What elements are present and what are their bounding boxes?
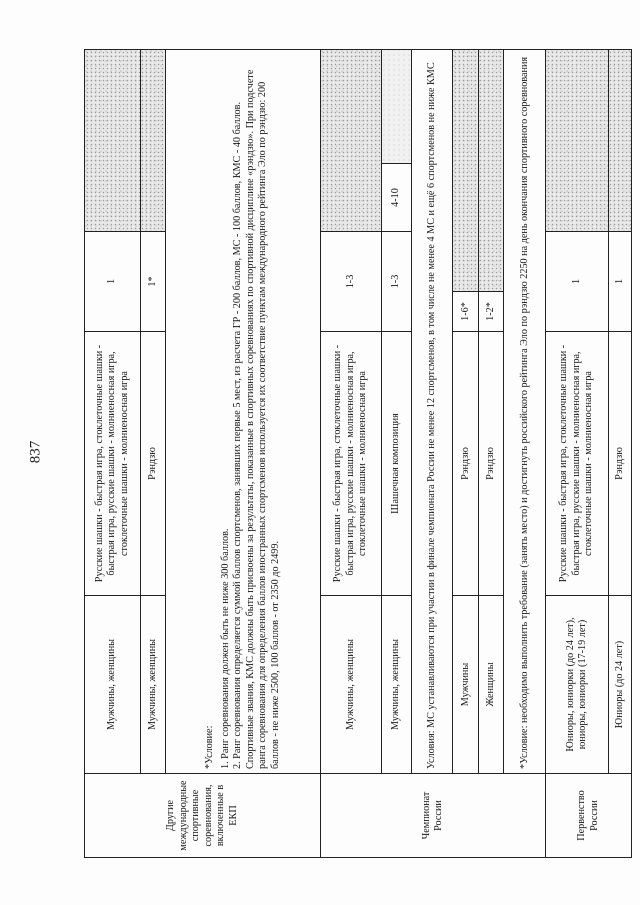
place-cell: 1	[546, 231, 609, 331]
blank-cell	[478, 49, 503, 291]
discipline-cell: Русские шашки - быстрая игра, стоклеточные шашки - быстрая игра, русские шашки - молниеносная игра, стоклеточные шашки - молниеносная игра	[321, 332, 381, 596]
place-cell: 1-3	[381, 231, 411, 331]
place-cell: 1	[608, 231, 631, 331]
group-cell: Мужчины, женщины	[85, 596, 141, 774]
event-cell: Первенство России	[546, 774, 632, 858]
place-cell-secondary: 4-10	[381, 163, 411, 231]
discipline-cell: Шашечная композиция	[381, 332, 411, 596]
discipline-cell: Рэндзю	[453, 332, 478, 596]
discipline-cell: Рэндзю	[140, 332, 165, 596]
group-cell: Мужчины, женщины	[140, 596, 165, 774]
table-row	[546, 49, 609, 857]
blank-cell	[381, 49, 411, 163]
place-cell: 1	[85, 231, 141, 331]
table-row	[85, 49, 141, 857]
blank-cell	[453, 49, 478, 291]
group-cell: Женщины	[478, 596, 503, 774]
discipline-cell: Русские шашки - быстрая игра, стоклеточные шашки - быстрая игра, русские шашки - молниеносная игра, стоклеточные шашки - молниеносная игра	[546, 332, 609, 596]
discipline-cell: Рэндзю	[478, 332, 503, 596]
table-row	[140, 49, 165, 857]
table-row	[321, 49, 381, 857]
page-number: 837	[27, 440, 44, 464]
discipline-cell: Рэндзю	[608, 332, 631, 596]
rotated-table-container	[84, 50, 632, 858]
blank-cell	[321, 49, 381, 231]
table-row	[504, 49, 546, 857]
condition-item: 2. Ранг соревнования определяется суммой баллов спортсменов, занявших первые 5 мест, из расчета ГР - 200 баллов, МС - 100 баллов, КМС - 40 баллов. Спортивные звания, КМС должны быть присвоены за результаты, показанные в спортивных соревнованиях по спортивной дисциплине «рэндзю». При подсчете ранга соревнования для определения баллов иностранных спортсменов используется их соответствие пунктам международного рейтинга Эло по рэндзю: 200 баллов - не ниже 2500, 100 баллов - от 2350 до 2499.	[232, 69, 281, 769]
condition-heading: *Условие:	[204, 725, 216, 769]
place-cell: 1*	[140, 231, 165, 331]
discipline-cell: Русские шашки - быстрая игра, стоклеточные шашки - быстрая игра, русские шашки - молниеносная игра, стоклеточные шашки - молниеносная игра	[85, 332, 141, 596]
event-cell: Чемпионат России	[321, 774, 546, 858]
group-cell: Юниоры (до 24 лет)	[608, 596, 631, 774]
condition-note: *Условие: необходимо выполнить требование (занять место) и достигнуть российского рейтинга Эло по рэндзю 2250 на день окончания спортивного соревнования	[504, 49, 546, 773]
place-cell: 1-2*	[478, 292, 503, 332]
group-cell: Юниоры, юниорки (до 24 лет), юниоры, юниорки (17-19 лет)	[546, 596, 609, 774]
blank-cell	[608, 49, 631, 231]
table-row	[453, 49, 478, 857]
place-cell: 1-3	[321, 231, 381, 331]
condition-note	[166, 49, 321, 773]
event-cell: Другие международные спортивные соревнования, включенные в ЕКП	[85, 774, 321, 858]
condition-note: Условия: МС устанавливаются при участии в финале чемпионата России не менее 12 спортсменов, в том числе не менее 4 МС и ещё 6 спортсменов не ниже КМС	[411, 49, 453, 773]
norms-table	[84, 49, 632, 858]
table-row	[608, 49, 631, 857]
table-row	[166, 49, 321, 857]
group-cell: Мужчины	[453, 596, 478, 774]
blank-cell	[140, 49, 165, 231]
table-row	[411, 49, 453, 857]
group-cell: Мужчины, женщины	[381, 596, 411, 774]
blank-cell	[85, 49, 141, 231]
group-cell: Мужчины, женщины	[321, 596, 381, 774]
condition-item: 1. Ранг соревнования должен быть не ниже 300 баллов.	[219, 528, 231, 769]
table-row	[478, 49, 503, 857]
place-cell: 1-6*	[453, 292, 478, 332]
blank-cell	[546, 49, 609, 231]
table-row	[381, 49, 411, 857]
